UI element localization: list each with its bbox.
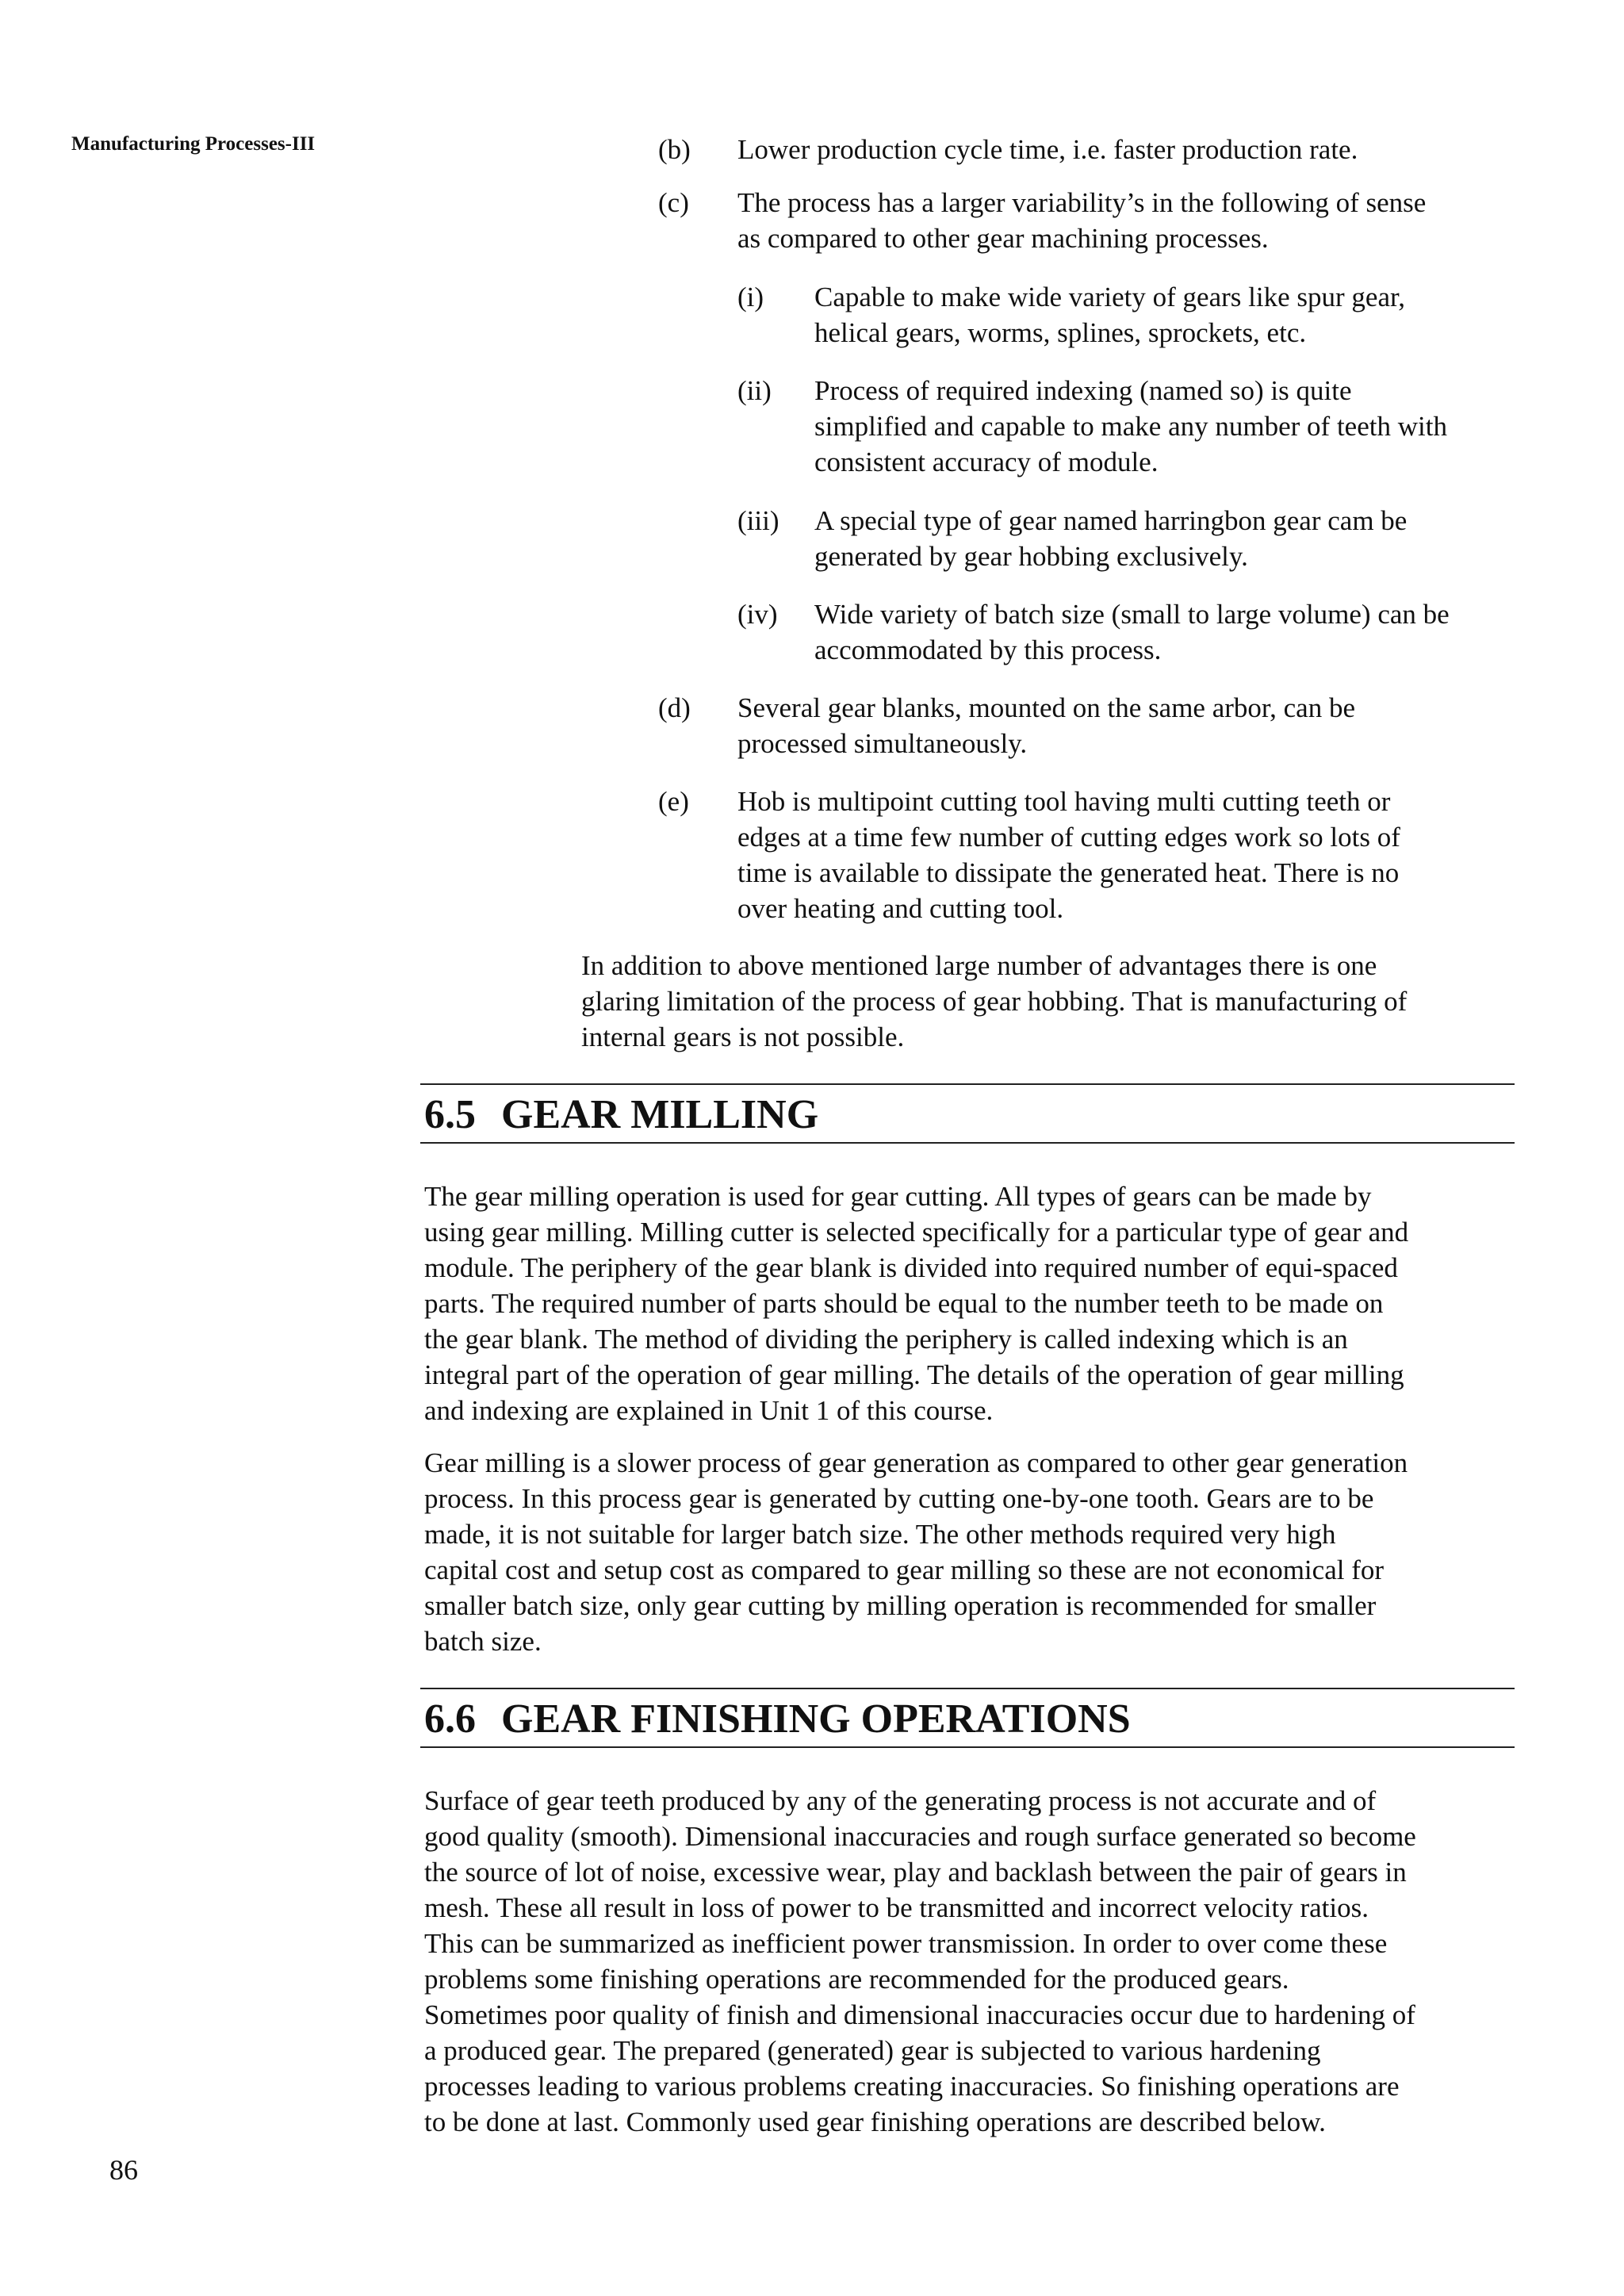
list-item-e-line-2: edges at a time few number of cutting edges work so lots of	[737, 822, 1400, 853]
list-label-e: (e)	[658, 786, 689, 817]
list-label-b: (b)	[658, 134, 691, 165]
gear-milling-p1-line-6: integral part of the operation of gear milling. The details of the operation of gear milling	[424, 1359, 1404, 1390]
sublist-item-iv-line-1: Wide variety of batch size (small to large volume) can be	[814, 599, 1450, 630]
sublist-item-i-line-1: Capable to make wide variety of gears like spur gear,	[814, 282, 1405, 312]
gear-finishing-p1-line-4: mesh. These all result in loss of power to be transmitted and incorrect velocity ratios.	[424, 1892, 1369, 1923]
gear-milling-p1-line-2: using gear milling. Milling cutter is selected specifically for a particular type of gear and	[424, 1217, 1409, 1248]
gear-finishing-p1-line-6: problems some finishing operations are recommended for the produced gears.	[424, 1964, 1289, 1995]
page-number: 86	[109, 2154, 138, 2186]
gear-finishing-p1-line-7: Sometimes poor quality of finish and dimensional inaccuracies occur due to hardening of	[424, 1999, 1415, 2030]
gear-finishing-p1-line-10: to be done at last. Commonly used gear finishing operations are described below.	[424, 2106, 1326, 2137]
sublist-item-ii-line-1: Process of required indexing (named so) is quite	[814, 375, 1352, 406]
gear-milling-p1-line-1: The gear milling operation is used for gear cutting. All types of gears can be made by	[424, 1181, 1372, 1212]
running-head: Manufacturing Processes-III	[71, 133, 316, 155]
section-title: GEAR MILLING	[501, 1092, 819, 1137]
list-item-e-line-1: Hob is multipoint cutting tool having multi cutting teeth or	[737, 786, 1391, 817]
section-rule-top	[420, 1083, 1515, 1085]
gear-milling-p2-line-1: Gear milling is a slower process of gear generation as compared to other gear generation	[424, 1447, 1408, 1478]
list-item-c-line-1: The process has a larger variability’s in the following of sense	[737, 187, 1427, 218]
list-item-e-line-4: over heating and cutting tool.	[737, 893, 1064, 924]
section-rule-top	[420, 1688, 1515, 1689]
gear-finishing-p1-line-2: good quality (smooth). Dimensional inaccuracies and rough surface generated so become	[424, 1821, 1416, 1852]
gear-milling-p2-line-6: batch size.	[424, 1626, 542, 1657]
list-item-b-line-1: Lower production cycle time, i.e. faster production rate.	[737, 134, 1358, 165]
section-heading-6-6	[424, 1696, 1131, 1743]
section-title: GEAR FINISHING OPERATIONS	[501, 1696, 1131, 1742]
sublist-item-ii-line-2: simplified and capable to make any number of teeth with	[814, 411, 1447, 442]
list-item-c-line-2: as compared to other gear machining processes.	[737, 223, 1269, 254]
sublist-item-iii-line-2: generated by gear hobbing exclusively.	[814, 541, 1248, 572]
sublist-label-ii: (ii)	[737, 375, 772, 406]
gear-finishing-p1-line-3: the source of lot of noise, excessive wear, play and backlash between the pair of gears in	[424, 1857, 1407, 1888]
limitation-paragraph-line-1: In addition to above mentioned large number of advantages there is one	[581, 950, 1377, 981]
gear-milling-p1-line-4: parts. The required number of parts should be equal to the number teeth to be made on	[424, 1288, 1384, 1319]
list-item-e-line-3: time is available to dissipate the generated heat. There is no	[737, 857, 1400, 888]
sublist-item-ii-line-3: consistent accuracy of module.	[814, 447, 1159, 477]
list-item-d-line-2: processed simultaneously.	[737, 728, 1028, 759]
section-heading-6-5	[424, 1091, 818, 1139]
gear-milling-p2-line-3: made, it is not suitable for larger batch size. The other methods required very high	[424, 1519, 1336, 1550]
sublist-item-iii-line-1: A special type of gear named harringbon gear cam be	[814, 505, 1408, 536]
list-item-d-line-1: Several gear blanks, mounted on the same arbor, can be	[737, 692, 1356, 723]
gear-finishing-p1-line-1: Surface of gear teeth produced by any of the generating process is not accurate and of	[424, 1785, 1377, 1816]
limitation-paragraph-line-3: internal gears is not possible.	[581, 1022, 905, 1052]
sublist-item-i-line-2: helical gears, worms, splines, sprockets, etc.	[814, 317, 1307, 348]
gear-finishing-p1-line-9: processes leading to various problems creating inaccuracies. So finishing operations are	[424, 2071, 1400, 2102]
gear-milling-p1-line-3: module. The periphery of the gear blank is divided into required number of equi-spaced	[424, 1252, 1398, 1283]
sublist-label-iii: (iii)	[737, 505, 779, 536]
gear-finishing-p1-line-8: a produced gear. The prepared (generated) gear is subjected to various hardening	[424, 2035, 1321, 2066]
section-rule-bottom	[420, 1746, 1515, 1748]
sublist-label-i: (i)	[737, 282, 764, 312]
list-label-d: (d)	[658, 692, 691, 723]
gear-milling-p2-line-4: capital cost and setup cost as compared to gear milling so these are not economical for	[424, 1554, 1385, 1585]
gear-milling-p2-line-2: process. In this process gear is generated by cutting one-by-one tooth. Gears are to be	[424, 1483, 1374, 1514]
sublist-label-iv: (iv)	[737, 599, 778, 630]
section-rule-bottom	[420, 1142, 1515, 1144]
section-number: 6.6	[424, 1696, 476, 1742]
gear-milling-p2-line-5: smaller batch size, only gear cutting by milling operation is recommended for smaller	[424, 1590, 1377, 1621]
list-label-c: (c)	[658, 187, 689, 218]
sublist-item-iv-line-2: accommodated by this process.	[814, 634, 1162, 665]
gear-milling-p1-line-5: the gear blank. The method of dividing the periphery is called indexing which is an	[424, 1324, 1348, 1355]
section-number: 6.5	[424, 1092, 476, 1137]
limitation-paragraph-line-2: glaring limitation of the process of gear hobbing. That is manufacturing of	[581, 986, 1408, 1017]
gear-finishing-p1-line-5: This can be summarized as inefficient power transmission. In order to over come these	[424, 1928, 1388, 1959]
gear-milling-p1-line-7: and indexing are explained in Unit 1 of this course.	[424, 1395, 994, 1426]
